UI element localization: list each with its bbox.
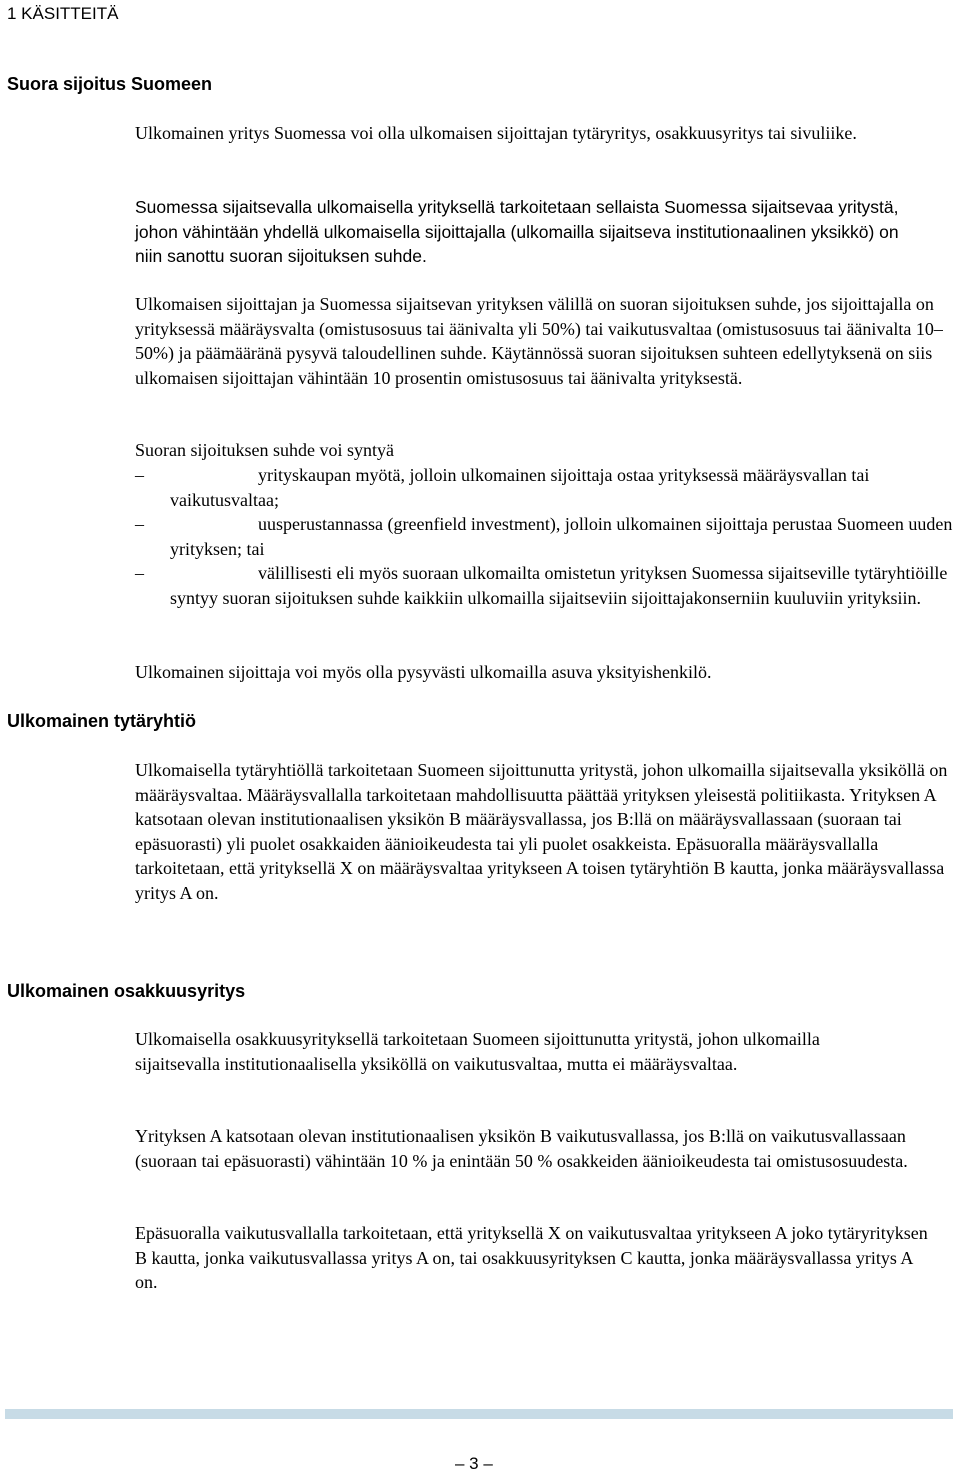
footer-divider-bar	[5, 1409, 953, 1419]
section-heading-subsidiary: Ulkomainen tytäryhtiö	[7, 711, 197, 731]
dash-bullet-icon: –	[135, 514, 144, 534]
list-item	[135, 512, 957, 561]
list-item-text: välillisesti eli myös suoraan ulkomailta omistetun yrityksen Suomessa sijaitseville tytäryhtiöille syntyy suoran sijoituksen suhde kaikkiin ulkomailla sijaitseviin sijoittajakonserniin kuuluviin yrityksiin.	[170, 563, 948, 608]
dash-bullet-icon: –	[135, 563, 144, 583]
bullet-list	[135, 463, 957, 610]
paragraph-subsidiary-1: Ulkomaisella tytäryhtiöllä tarkoitetaan Suomeen sijoittunutta yritystä, johon ulkomailla sijaitsevalla yksiköllä on määräysvaltaa. Määräysvallalla tarkoitetaan mahdollisuutta päättää yrityksen yleisestä politiikasta. Yrityksen A katsotaan olevan institutionaalisen yksikön B määräysvallassa, jos B:llä on määräysvallassaan (suoraan tai epäsuorasti) yli puolet osakkaiden äänioikeudesta tai yli puolet osakkeista. Epäsuoralla määräysvallalla tarkoitetaan, että yrityksellä X on määräysvaltaa yritykseen A toisen tytäryhtiön B kautta, jonka määräysvallassa yritys A on.	[135, 760, 948, 903]
list-intro: Suoran sijoituksen suhde voi syntyä	[135, 440, 394, 460]
paragraph-direct-2: Suomessa sijaitsevalla ulkomaisella yrityksellä tarkoitetaan sellaista Suomessa sijaitsevaa yritystä, johon vähintään yhdellä ulkomaisella sijoittajalla (ulkomailla sijaitseva institutionaalinen yksikkö) on niin sanottu suoran sijoituksen suhde.	[135, 197, 899, 266]
list-item	[135, 561, 957, 610]
page-number: – 3 –	[455, 1454, 493, 1473]
list-item	[135, 463, 957, 512]
list-item-text: yrityskaupan myötä, jolloin ulkomainen sijoittaja ostaa yrityksessä määräysvallan tai vaikutusvaltaa;	[170, 465, 870, 510]
paragraph-direct-3: Ulkomaisen sijoittajan ja Suomessa sijaitsevan yrityksen välillä on suoran sijoituksen suhde, jos sijoittajalla on yrityksessä määräysvalta (omistusosuus tai äänivalta yli 50%) tai vaikutusvaltaa (omistusosuus tai äänivalta 10–50%) ja päämääränä pysyvä taloudellinen suhde. Käytännössä suoran sijoituksen suhteen edellytyksenä on siis ulkomaisen sijoittajan vähintään 10 prosentin omistusosuus tai äänivalta yrityksestä.	[135, 294, 943, 388]
dash-bullet-icon: –	[135, 465, 144, 485]
section-heading-direct-investment: Suora sijoitus Suomeen	[7, 74, 213, 94]
paragraph-associate-3: Epäsuoralla vaikutusvallalla tarkoitetaan, että yrityksellä X on vaikutusvaltaa yritykseen A joko tytäryrityksen B kautta, jonka vaikutusvallassa yritys A on, tai osakkuusyrityksen C kautta, jonka määräysvallassa yritys A on.	[135, 1223, 928, 1292]
chapter-title: 1 KÄSITTEITÄ	[7, 4, 119, 23]
list-item-text: uusperustannassa (greenfield investment), jolloin ulkomainen sijoittaja perustaa Suomeen uuden yrityksen; tai	[170, 514, 953, 559]
paragraph-direct-1: Ulkomainen yritys Suomessa voi olla ulkomaisen sijoittajan tytäryritys, osakkuusyritys tai sivuliike.	[135, 123, 857, 143]
paragraph-associate-2: Yrityksen A katsotaan olevan institutionaalisen yksikön B vaikutusvallassa, jos B:llä on vaikutusvallassaan (suoraan tai epäsuorasti) vähintään 10 % ja enintään 50 % osakkeiden äänioikeudesta tai omistusosuudesta.	[135, 1126, 908, 1171]
paragraph-direct-4: Ulkomainen sijoittaja voi myös olla pysyvästi ulkomailla asuva yksityishenkilö.	[135, 662, 712, 682]
section-heading-associate: Ulkomainen osakkuusyritys	[7, 981, 246, 1001]
paragraph-associate-1: Ulkomaisella osakkuusyrityksellä tarkoitetaan Suomeen sijoittunutta yritystä, johon ulkomailla sijaitsevalla institutionaalisella yksiköllä on vaikutusvaltaa, mutta ei määräysvaltaa.	[135, 1029, 820, 1074]
